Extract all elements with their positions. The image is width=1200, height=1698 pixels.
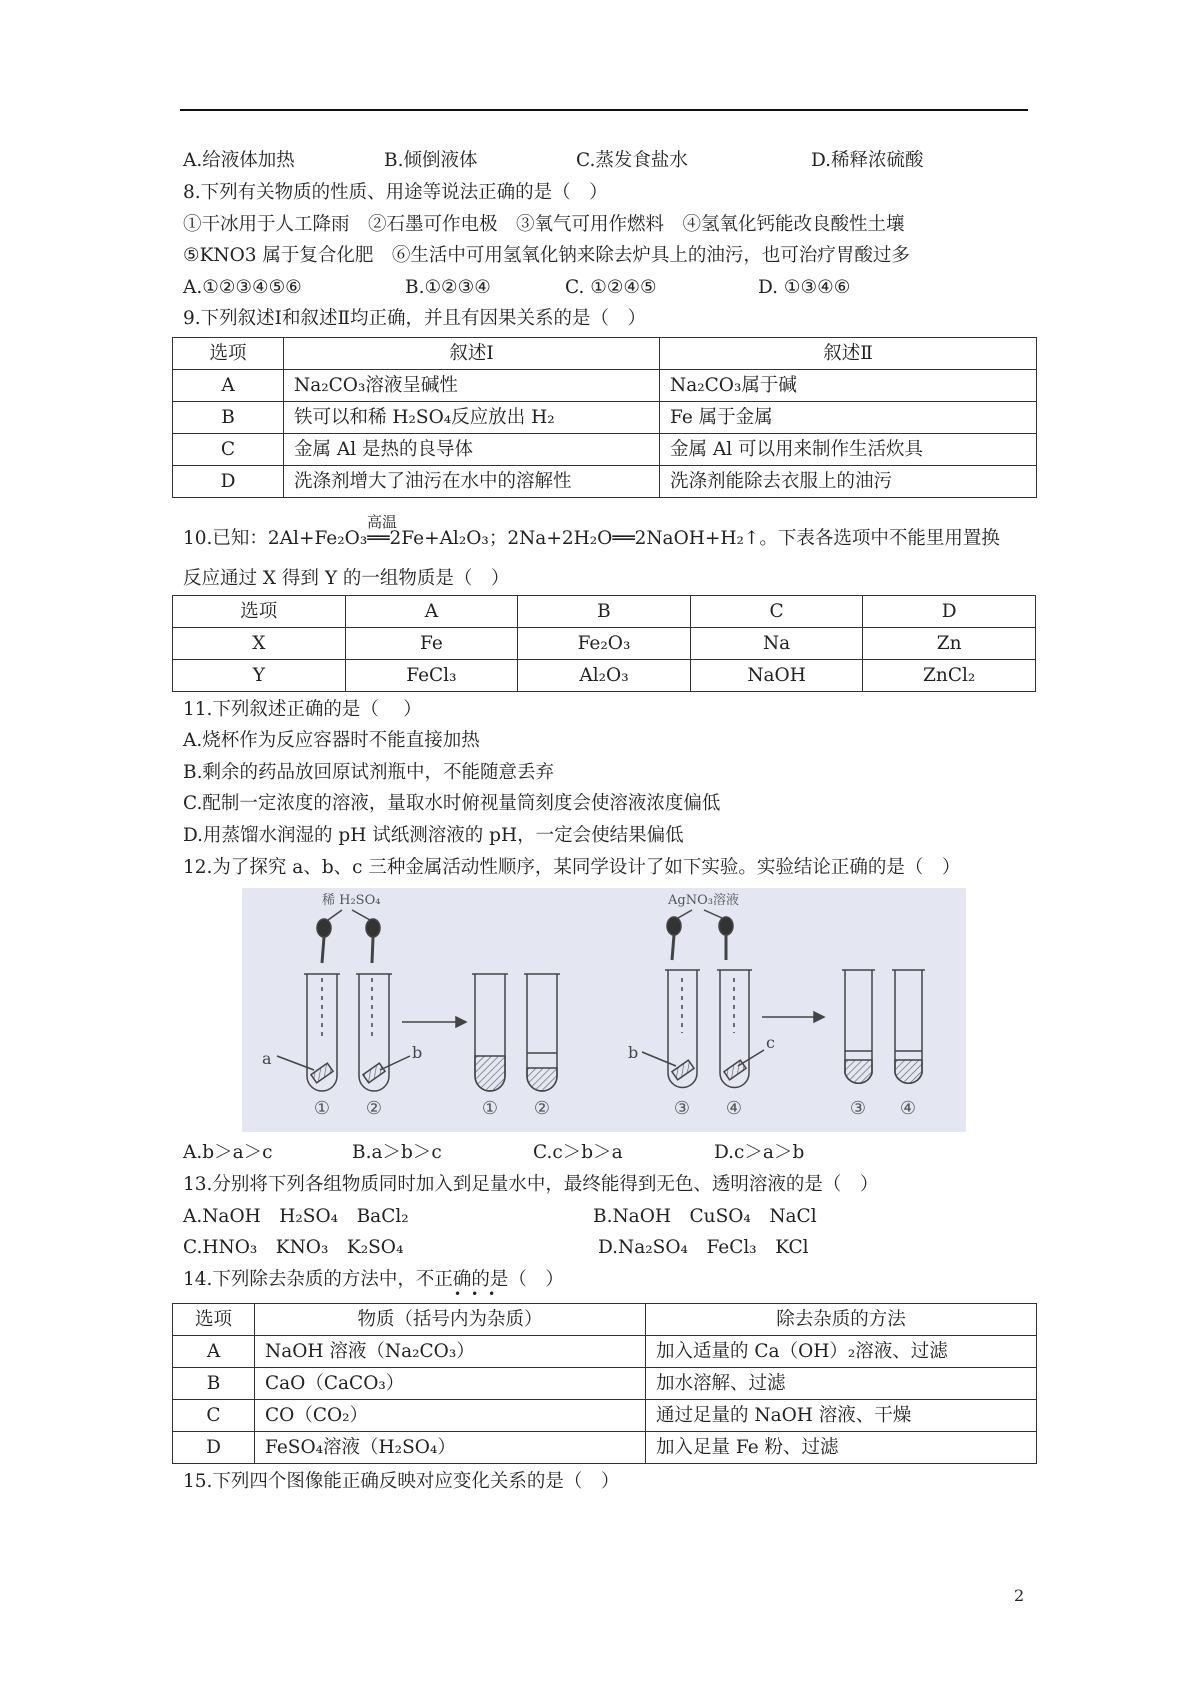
tube-label: ④ [725, 1098, 743, 1119]
q7-option-b: B.倾倒液体 [384, 150, 478, 171]
statement-1-cell: 洗涤剂增大了油污在水中的溶解性 [284, 466, 660, 498]
value-cell: Fe [345, 628, 518, 660]
page-number: 2 [1014, 1586, 1025, 1605]
arrow-icon [762, 1012, 824, 1022]
test-tube-2-after [524, 974, 560, 1091]
method-cell: 加入足量 Fe 粉、过滤 [646, 1432, 1037, 1464]
q11-stem: 11.下列叙述正确的是（ ） [183, 699, 422, 720]
q10-table [172, 595, 1036, 692]
q12-option-d: D.c＞a＞b [714, 1142, 805, 1163]
method-cell: 加入适量的 Ca（OH）₂溶液、过滤 [646, 1336, 1037, 1368]
q7-option-d: D.稀释浓硫酸 [811, 150, 924, 171]
table-row [173, 1336, 1037, 1368]
header-cell: D [863, 596, 1036, 628]
q12-option-b: B.a＞b＞c [352, 1142, 442, 1163]
header-cell: 选项 [173, 596, 346, 628]
q13-option-b: B.NaOH CuSO₄ NaCl [593, 1206, 817, 1227]
q14-table [172, 1303, 1037, 1464]
value-cell: ZnCl₂ [863, 660, 1036, 692]
q13-stem: 13.分别将下列各组物质同时加入到足量水中，最终能得到无色、透明溶液的是（ ） [183, 1174, 879, 1195]
q8-option-b: B.①②③④ [405, 277, 491, 298]
statement-1-cell: 金属 Al 是热的良导体 [284, 434, 660, 466]
q8-option-c: C. ①②④⑤ [565, 277, 657, 298]
q8-statements-1: ①干冰用于人工降雨 ②石墨可作电极 ③氧气可用作燃料 ④氢氧化钙能改良酸性土壤 [183, 214, 905, 235]
method-cell: 加水溶解、过滤 [646, 1368, 1037, 1400]
value-cell: Al₂O₃ [518, 660, 691, 692]
q7-option-a: A.给液体加热 [183, 150, 295, 171]
table-row [173, 628, 1036, 660]
test-tube-3-after [842, 970, 875, 1083]
q10-stem-line2: 反应通过 X 得到 Y 的一组物质是（ ） [183, 568, 510, 589]
q10-stem-part-b: ══2Fe+Al₂O₃；2Na+2H₂O══2NaOH+H₂↑。下表各选项中不能里用置换 [367, 528, 1000, 549]
q12-option-a: A.b＞a＞c [183, 1142, 273, 1163]
statement-2-cell: Fe 属于金属 [660, 402, 1037, 434]
header-cell: C [690, 596, 863, 628]
table-row [173, 402, 1037, 434]
q13-option-a: A.NaOH H₂SO₄ BaCl₂ [183, 1206, 409, 1227]
substance-cell: CaO（CaCO₃） [255, 1368, 646, 1400]
option-cell: D [173, 466, 284, 498]
substance-cell: CO（CO₂） [255, 1400, 646, 1432]
substance-cell: NaOH 溶液（Na₂CO₃） [255, 1336, 646, 1368]
tube-label: ④ [899, 1098, 917, 1119]
test-tube-1-after [472, 974, 508, 1091]
q8-statements-2: ⑤KNO3 属于复合化肥 ⑥生活中可用氢氧化钠来除去炉具上的油污，也可治疗胃酸过多 [183, 245, 910, 266]
table-row [173, 434, 1037, 466]
arrow-icon [402, 1017, 466, 1027]
tube-label: ① [313, 1098, 331, 1119]
q11-option-c: C.配制一定浓度的溶液，量取水时俯视量筒刻度会使溶液浓度偏低 [183, 793, 721, 814]
header-cell: B [518, 596, 691, 628]
q11-option-a: A.烧杯作为反应容器时不能直接加热 [183, 730, 480, 751]
option-cell: D [173, 1432, 255, 1464]
header-cell: A [345, 596, 518, 628]
q9-stem: 9.下列叙述Ⅰ和叙述Ⅱ均正确，并且有因果关系的是（ ） [183, 308, 647, 329]
method-cell: 通过足量的 NaOH 溶液、干燥 [646, 1400, 1037, 1432]
header-cell: 物质（括号内为杂质） [255, 1304, 646, 1336]
q12-option-c: C.c＞b＞a [533, 1142, 623, 1163]
experiment-figure [242, 888, 966, 1132]
option-cell: A [173, 1336, 255, 1368]
table-row [173, 1400, 1037, 1432]
option-cell: A [173, 370, 284, 402]
statement-1-cell: 铁可以和稀 H₂SO₄反应放出 H₂ [284, 402, 660, 434]
q14-stem: 14.下列除去杂质的方法中，不正确的是（ ） [183, 1269, 564, 1290]
value-cell: FeCl₃ [345, 660, 518, 692]
q13-option-c: C.HNO₃ KNO₃ K₂SO₄ [183, 1237, 404, 1258]
test-tube-4 [717, 970, 764, 1088]
option-cell: B [173, 402, 284, 434]
metal-label: c [766, 1033, 775, 1052]
dropper-icon [667, 910, 692, 1033]
tube-label: ③ [673, 1098, 691, 1119]
substance-cell: FeSO₄溶液（H₂SO₄） [255, 1432, 646, 1464]
tube-label: ③ [849, 1098, 867, 1119]
option-cell: C [173, 434, 284, 466]
row-label-cell: X [173, 628, 346, 660]
metal-label: b [412, 1043, 423, 1062]
dropper-icon [704, 910, 734, 1033]
q11-option-d: D.用蒸馏水润湿的 pH 试纸测溶液的 pH，一定会使结果偏低 [183, 825, 684, 846]
header-cell: 叙述Ⅰ [284, 338, 660, 370]
test-tube-diagram [242, 888, 966, 1132]
option-cell: B [173, 1368, 255, 1400]
header-cell: 选项 [173, 1304, 255, 1336]
q11-option-b: B.剩余的药品放回原试剂瓶中，不能随意丢弃 [183, 762, 554, 783]
value-cell: Zn [863, 628, 1036, 660]
value-cell: Na [690, 628, 863, 660]
reaction-condition: 高温 [367, 513, 398, 531]
statement-1-cell: Na₂CO₃溶液呈碱性 [284, 370, 660, 402]
statement-2-cell: Na₂CO₃属于碱 [660, 370, 1037, 402]
table-header-row [173, 1304, 1037, 1336]
statement-2-cell: 金属 Al 可以用来制作生活炊具 [660, 434, 1037, 466]
value-cell: NaOH [690, 660, 863, 692]
table-row [173, 660, 1036, 692]
reagent-label-agno3: AgNO₃溶液 [668, 893, 739, 908]
option-cell: C [173, 1400, 255, 1432]
reagent-label-h2so4: 稀 H₂SO₄ [322, 893, 381, 908]
table-header-row [173, 338, 1037, 370]
header-rule [180, 109, 1028, 111]
test-tube-4-after [892, 970, 925, 1083]
table-header-row [173, 596, 1036, 628]
q8-option-a: A.①②③④⑤⑥ [183, 277, 302, 298]
statement-2-cell: 洗涤剂能除去衣服上的油污 [660, 466, 1037, 498]
metal-label: b [628, 1043, 639, 1062]
q10-stem-line1 [183, 527, 1000, 551]
test-tube-1 [277, 974, 340, 1091]
tube-label: ② [533, 1098, 551, 1119]
table-row [173, 1368, 1037, 1400]
q10-stem-part-a: 10.已知：2Al+Fe₂O₃ [183, 528, 368, 549]
q9-table [172, 337, 1037, 498]
header-cell: 选项 [173, 338, 284, 370]
test-tube-3 [642, 970, 700, 1088]
header-cell: 除去杂质的方法 [646, 1304, 1037, 1336]
q15-stem: 15.下列四个图像能正确反映对应变化关系的是（ ） [183, 1471, 620, 1492]
value-cell: Fe₂O₃ [518, 628, 691, 660]
table-row [173, 370, 1037, 402]
q8-option-d: D. ①③④⑥ [758, 277, 851, 298]
test-tube-2 [356, 974, 410, 1091]
q8-stem: 8.下列有关物质的性质、用途等说法正确的是（ ） [183, 182, 608, 203]
metal-label: a [262, 1049, 272, 1068]
tube-label: ① [481, 1098, 499, 1119]
emphasis-dots: ••• [454, 1287, 506, 1301]
q7-option-c: C.蒸发食盐水 [576, 150, 688, 171]
tube-label: ② [365, 1098, 383, 1119]
table-row [173, 1432, 1037, 1464]
header-cell: 叙述Ⅱ [660, 338, 1037, 370]
q12-stem: 12.为了探究 a、b、c 三种金属活动性顺序，某同学设计了如下实验。实验结论正确的是（ ） [183, 857, 961, 878]
table-row [173, 466, 1037, 498]
q13-option-d: D.Na₂SO₄ FeCl₃ KCl [598, 1237, 809, 1258]
row-label-cell: Y [173, 660, 346, 692]
